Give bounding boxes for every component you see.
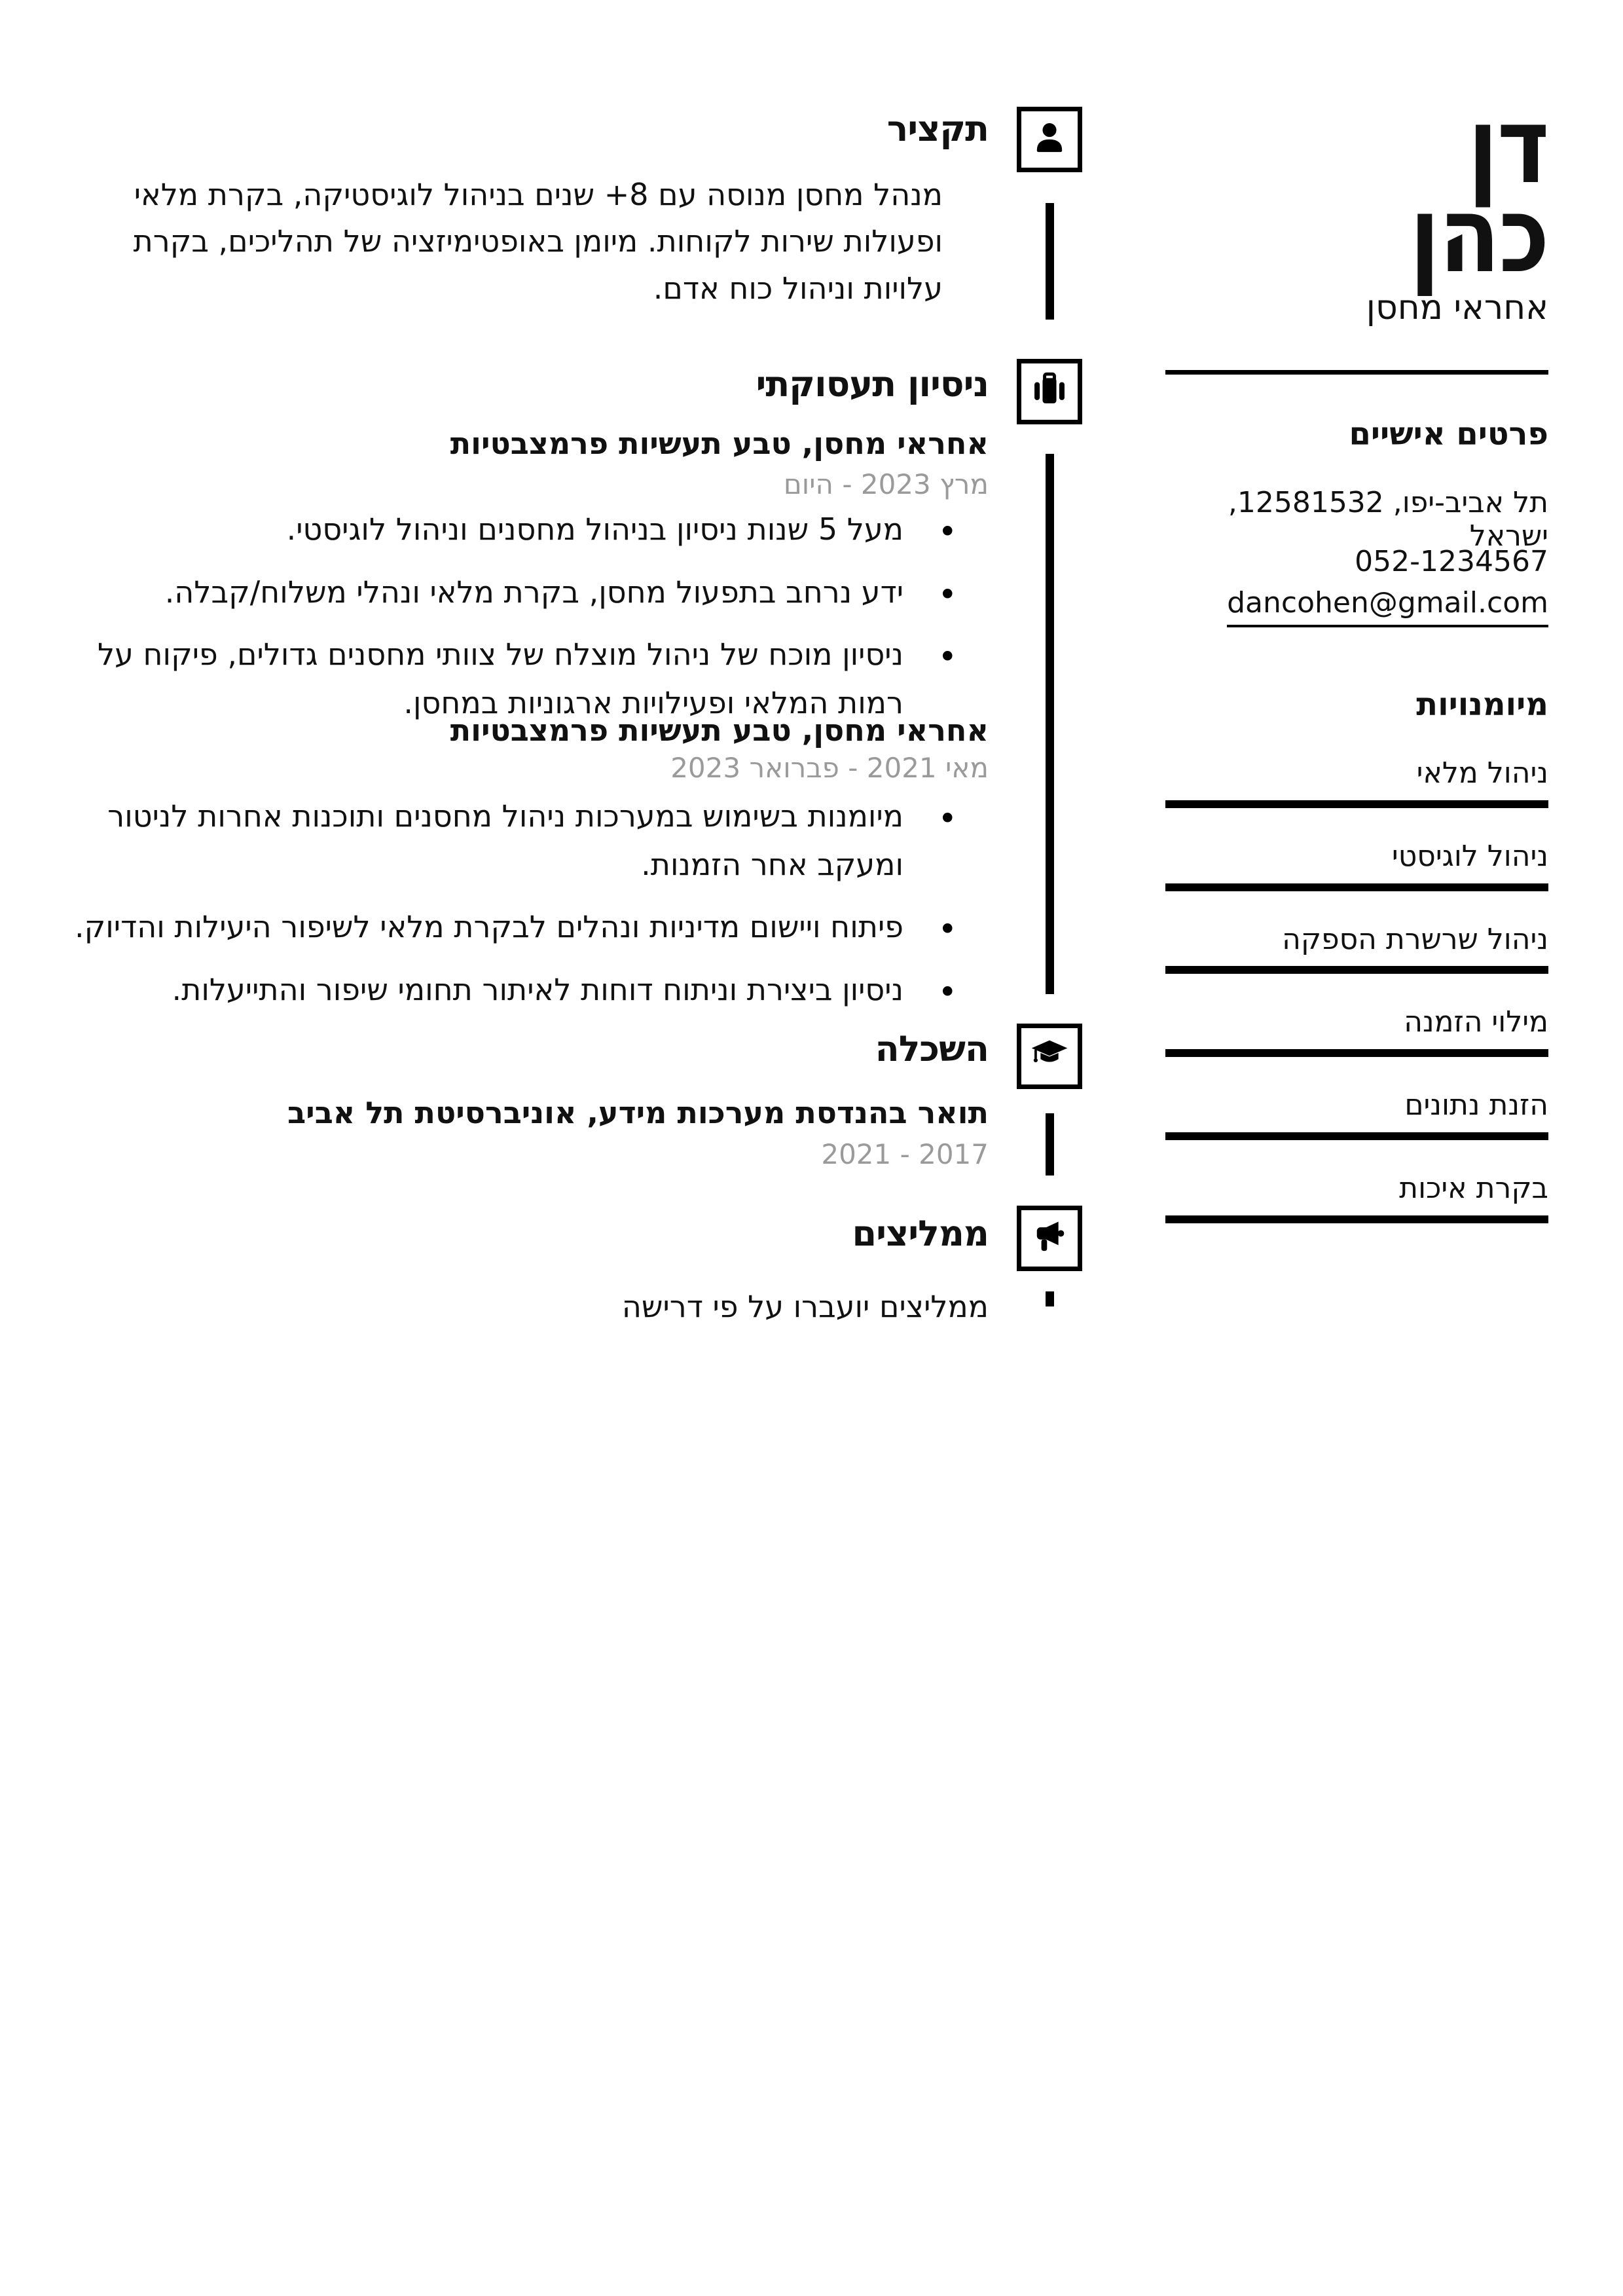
name-block [1165,84,1548,296]
skill-level-bar [1165,1215,1548,1223]
references-section [72,1213,989,1254]
job-2 [72,713,989,748]
job-2-date-row [72,752,989,784]
rail-line-2 [1046,454,1054,994]
experience-section [72,363,989,405]
job-bullet: • מיומנות בשימוש במערכות ניהול מחסנים ותוכנות אחרות לניטור ומעקב אחר הזמנות. [72,792,903,889]
education-heading: השכלה [875,1028,989,1069]
job-2-bullets [72,792,989,1028]
skill-item [1165,1172,1548,1223]
person-job-title: אחראי מחסן [1366,288,1548,327]
job-title: אחראי מחסן, טבע תעשיות פרמצבטיות [450,713,989,748]
megaphone-icon [1029,1217,1070,1260]
skill-level-bar [1165,883,1548,891]
summary-text: מנהל מחסן מנוסה עם 8+ שנים בניהול לוגיסטיקה, בקרת מלאי ופעולות שירות לקוחות. מיומן באופטימיזציה של תהליכים, בקרת עלויות וניהול כוח אדם. [133,177,943,306]
first-name: דן [1467,84,1548,207]
job-1-date-row [72,468,989,500]
skill-label: מילוי הזמנה [1404,1005,1548,1039]
contact-address: תל אביב-יפו, 12581532, ישראל [1228,486,1548,553]
skill-label: הזנת נתונים [1404,1088,1548,1122]
references-icon-box [1017,1206,1082,1271]
job-1 [72,426,989,461]
rail-line-4 [1046,1291,1054,1306]
email-link[interactable]: dancohen@gmail.com [1227,586,1548,627]
skills-heading: מיומנויות [1416,686,1548,723]
references-heading: ממליצים [852,1213,989,1254]
references-note-row [72,1289,989,1324]
job-bullet: • ניסיון ביצירת וניתוח דוחות לאיתור תחומי שיפור והתייעלות. [72,966,903,1014]
sidebar-divider [1165,370,1548,375]
experience-icon-box [1017,359,1082,424]
last-name: כהן [1409,174,1548,296]
graduation-cap-icon [1029,1035,1070,1078]
references-note: ממליצים יועברו על פי דרישה [621,1289,989,1324]
job-bullet: • פיתוח ויישום מדיניות ונהלים לבקרת מלאי לשיפור היעילות והדיוק. [72,903,903,952]
skill-item [1165,1088,1548,1140]
job-date: מאי 2021 - פברואר 2023 [670,752,989,784]
skill-level-bar [1165,800,1548,808]
education-dates: 2017 - 2021 [821,1138,989,1170]
education-section [72,1028,989,1069]
skill-item [1165,840,1548,891]
experience-heading: ניסיון תעסוקתי [756,363,989,405]
education-date-row [72,1138,989,1170]
contact-heading: פרטים אישיים [1349,416,1548,453]
job-bullet: • ידע נרחב בתפעול מחסן, בקרת מלאי ונהלי משלוח/קבלה. [72,568,903,617]
job-bullet: • ניסיון מוכח של ניהול מוצלח של צוותי מחסנים גדולים, פיקוח על רמות המלאי ופעילויות ארגוניות במחסן. [72,631,903,727]
contact-email-row [1165,586,1548,620]
job-title: אחראי מחסן, טבע תעשיות פרמצבטיות [450,426,989,461]
summary-body [72,172,989,312]
job-bullet: • מעל 5 שנות ניסיון בניהול מחסנים וניהול לוגיסטי. [72,506,903,554]
skill-item [1165,923,1548,974]
contact-phone: 052-1234567 [1355,545,1548,578]
skill-label: ניהול שרשרת הספקה [1282,922,1548,956]
briefcase-icon [1029,370,1070,413]
job-date: מרץ 2023 - היום [783,468,989,500]
skill-label: ניהול לוגיסטי [1391,839,1548,873]
degree-title: תואר בהנדסת מערכות מידע, אוניברסיטת תל אביב [287,1095,989,1130]
skill-item [1165,756,1548,808]
skill-level-bar [1165,1049,1548,1057]
rail-line-3 [1046,1113,1054,1176]
skill-label: ניהול מלאי [1416,756,1548,790]
summary-heading: תקציר [886,108,989,149]
summary-icon-box [1017,107,1082,172]
skills-list [1165,756,1548,1255]
job-1-bullets [72,506,989,741]
education-degree-row [72,1095,989,1130]
education-icon-box [1017,1024,1082,1089]
skill-level-bar [1165,966,1548,974]
skill-item [1165,1005,1548,1057]
skill-level-bar [1165,1132,1548,1140]
person-icon [1029,118,1070,161]
skill-label: בקרת איכות [1399,1171,1548,1205]
rail-line-1 [1046,203,1054,320]
summary-section [72,108,989,149]
